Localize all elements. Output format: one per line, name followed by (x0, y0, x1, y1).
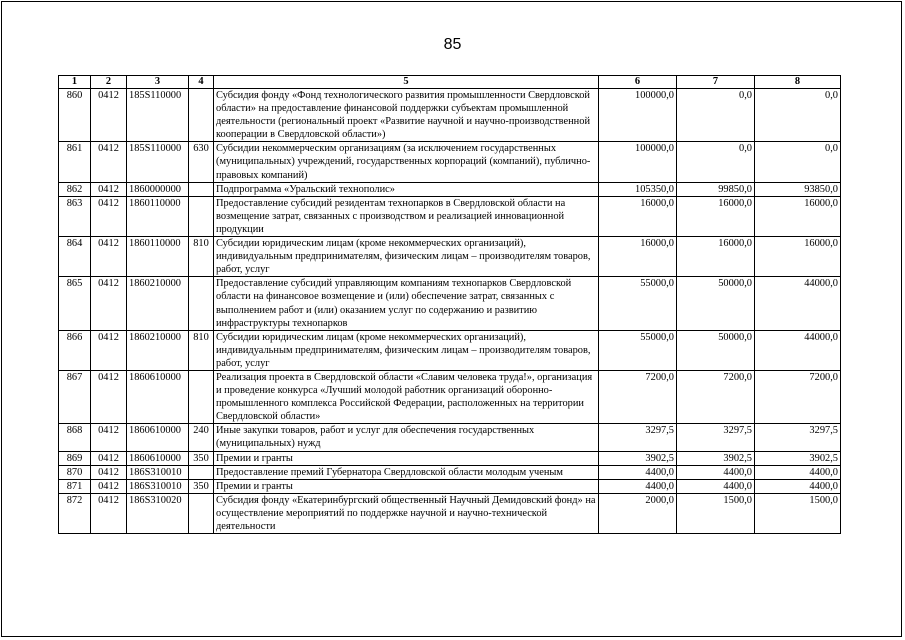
section-code: 0412 (91, 182, 127, 196)
expense-type (189, 196, 214, 236)
table-row (59, 142, 841, 182)
section-code: 0412 (91, 465, 127, 479)
expense-type (189, 493, 214, 533)
amount-col7: 4400,0 (677, 479, 755, 493)
item-name: Предоставление субсидий управляющим компаниям технопарков Свердловской области на финансовое возмещение и (или) обеспечение затрат, связанных с выполнением работ и (или) оказанием услуг по содержанию и развитию инфраструктуры технопарков (214, 277, 599, 330)
amount-col8: 16000,0 (755, 237, 841, 277)
expense-type: 810 (189, 330, 214, 370)
amount-col6: 4400,0 (599, 479, 677, 493)
expense-type (189, 465, 214, 479)
target-code: 1860610000 (127, 424, 189, 451)
budget-table (58, 75, 841, 534)
amount-col8: 0,0 (755, 89, 841, 142)
amount-col8: 4400,0 (755, 479, 841, 493)
header-row (59, 76, 841, 89)
row-number: 871 (59, 479, 91, 493)
amount-col6: 7200,0 (599, 370, 677, 423)
row-number: 869 (59, 451, 91, 465)
section-code: 0412 (91, 451, 127, 465)
table-row (59, 465, 841, 479)
col-header-5: 5 (214, 76, 599, 89)
section-code: 0412 (91, 424, 127, 451)
table-row (59, 182, 841, 196)
amount-col8: 3297,5 (755, 424, 841, 451)
table-row (59, 237, 841, 277)
table-row (59, 277, 841, 330)
table-row (59, 196, 841, 236)
row-number: 862 (59, 182, 91, 196)
table-row (59, 370, 841, 423)
expense-type (189, 370, 214, 423)
item-name: Субсидии юридическим лицам (кроме некоммерческих организаций), индивидуальным предпринимателям, физическим лицам – производителям товаров, работ, услуг (214, 237, 599, 277)
item-name: Субсидии юридическим лицам (кроме некоммерческих организаций), индивидуальным предпринимателям, физическим лицам – производителям товаров, работ, услуг (214, 330, 599, 370)
amount-col7: 7200,0 (677, 370, 755, 423)
table-body (59, 89, 841, 534)
amount-col8: 0,0 (755, 142, 841, 182)
item-name: Реализация проекта в Свердловской области «Славим человека труда!», организация и проведение конкурса «Лучший молодой работник организаций оборонно-промышленного комплекса Российской Федерации, расположенных на территории Свердловской области» (214, 370, 599, 423)
item-name: Предоставление премий Губернатора Свердловской области молодым ученым (214, 465, 599, 479)
amount-col7: 1500,0 (677, 493, 755, 533)
col-header-4: 4 (189, 76, 214, 89)
target-code: 1860000000 (127, 182, 189, 196)
section-code: 0412 (91, 89, 127, 142)
expense-type (189, 182, 214, 196)
section-code: 0412 (91, 196, 127, 236)
amount-col7: 16000,0 (677, 196, 755, 236)
amount-col8: 4400,0 (755, 465, 841, 479)
table-row (59, 493, 841, 533)
item-name: Субсидия фонду «Фонд технологического развития промышленности Свердловской области» на предоставление финансовой поддержки субъектам промышленной деятельности (региональный проект «Развитие научной и научно-производственной кооперации в Свердловской области») (214, 89, 599, 142)
amount-col7: 50000,0 (677, 330, 755, 370)
item-name: Иные закупки товаров, работ и услуг для обеспечения государственных (муниципальных) нужд (214, 424, 599, 451)
target-code: 1860210000 (127, 330, 189, 370)
section-code: 0412 (91, 493, 127, 533)
table-row (59, 330, 841, 370)
amount-col7: 4400,0 (677, 465, 755, 479)
item-name: Субсидии некоммерческим организациям (за исключением государственных (муниципальных) учреждений, государственных корпораций (компаний), публично-правовых компаний) (214, 142, 599, 182)
amount-col6: 55000,0 (599, 330, 677, 370)
target-code: 185S110000 (127, 142, 189, 182)
col-header-3: 3 (127, 76, 189, 89)
item-name: Предоставление субсидий резидентам технопарков в Свердловской области на возмещение затрат, связанных с производством и реализацией инновационной продукции (214, 196, 599, 236)
row-number: 861 (59, 142, 91, 182)
section-code: 0412 (91, 142, 127, 182)
amount-col6: 4400,0 (599, 465, 677, 479)
amount-col8: 93850,0 (755, 182, 841, 196)
row-number: 863 (59, 196, 91, 236)
expense-type: 630 (189, 142, 214, 182)
amount-col6: 3902,5 (599, 451, 677, 465)
amount-col6: 16000,0 (599, 196, 677, 236)
section-code: 0412 (91, 479, 127, 493)
amount-col7: 0,0 (677, 142, 755, 182)
target-code: 186S310020 (127, 493, 189, 533)
target-code: 186S310010 (127, 479, 189, 493)
target-code: 186S310010 (127, 465, 189, 479)
target-code: 1860610000 (127, 451, 189, 465)
amount-col7: 50000,0 (677, 277, 755, 330)
target-code: 1860110000 (127, 196, 189, 236)
col-header-7: 7 (677, 76, 755, 89)
expense-type (189, 89, 214, 142)
expense-type: 350 (189, 479, 214, 493)
item-name: Премии и гранты (214, 451, 599, 465)
amount-col6: 100000,0 (599, 89, 677, 142)
amount-col7: 3902,5 (677, 451, 755, 465)
amount-col8: 1500,0 (755, 493, 841, 533)
amount-col7: 3297,5 (677, 424, 755, 451)
table-row (59, 89, 841, 142)
amount-col6: 100000,0 (599, 142, 677, 182)
amount-col8: 7200,0 (755, 370, 841, 423)
amount-col8: 44000,0 (755, 277, 841, 330)
item-name: Субсидия фонду «Екатеринбургский общественный Научный Демидовский фонд» на осуществление мероприятий по поддержке научной и научно-технической деятельности (214, 493, 599, 533)
amount-col8: 16000,0 (755, 196, 841, 236)
amount-col6: 3297,5 (599, 424, 677, 451)
expense-type: 240 (189, 424, 214, 451)
target-code: 1860110000 (127, 237, 189, 277)
table-row (59, 424, 841, 451)
row-number: 860 (59, 89, 91, 142)
target-code: 1860610000 (127, 370, 189, 423)
row-number: 864 (59, 237, 91, 277)
amount-col8: 3902,5 (755, 451, 841, 465)
amount-col6: 2000,0 (599, 493, 677, 533)
table-row (59, 479, 841, 493)
section-code: 0412 (91, 330, 127, 370)
section-code: 0412 (91, 370, 127, 423)
section-code: 0412 (91, 277, 127, 330)
row-number: 866 (59, 330, 91, 370)
row-number: 867 (59, 370, 91, 423)
expense-type (189, 277, 214, 330)
row-number: 872 (59, 493, 91, 533)
amount-col7: 99850,0 (677, 182, 755, 196)
col-header-1: 1 (59, 76, 91, 89)
section-code: 0412 (91, 237, 127, 277)
row-number: 865 (59, 277, 91, 330)
amount-col7: 0,0 (677, 89, 755, 142)
expense-type: 810 (189, 237, 214, 277)
item-name: Подпрограмма «Уральский технополис» (214, 182, 599, 196)
amount-col8: 44000,0 (755, 330, 841, 370)
amount-col6: 55000,0 (599, 277, 677, 330)
row-number: 870 (59, 465, 91, 479)
target-code: 185S110000 (127, 89, 189, 142)
col-header-6: 6 (599, 76, 677, 89)
expense-type: 350 (189, 451, 214, 465)
row-number: 868 (59, 424, 91, 451)
table-row (59, 451, 841, 465)
target-code: 1860210000 (127, 277, 189, 330)
amount-col6: 105350,0 (599, 182, 677, 196)
col-header-8: 8 (755, 76, 841, 89)
col-header-2: 2 (91, 76, 127, 89)
amount-col6: 16000,0 (599, 237, 677, 277)
item-name: Премии и гранты (214, 479, 599, 493)
amount-col7: 16000,0 (677, 237, 755, 277)
page-number: 85 (443, 36, 462, 53)
